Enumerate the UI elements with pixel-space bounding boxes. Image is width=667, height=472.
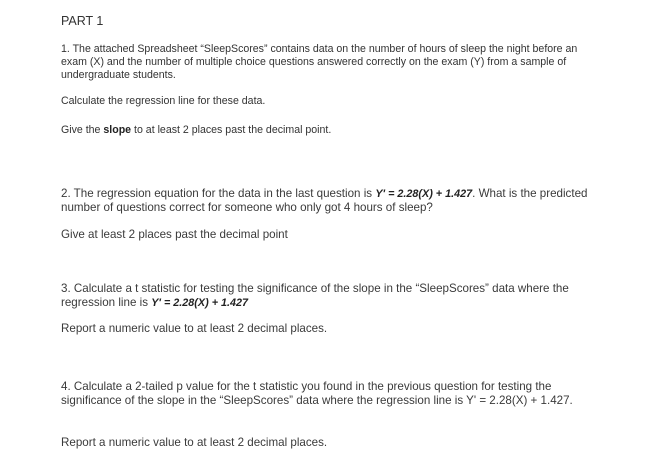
slope-keyword: slope (103, 124, 132, 136)
question-1-calc: Calculate the regression line for these data. (61, 95, 266, 107)
q2-equation: Y' = 2.28(X) + 1.427 (375, 188, 473, 200)
question-2-text (61, 187, 601, 215)
q3-prefix: 3. Calculate a t statistic for testing the significance of the slope in the “SleepScores” data where the regression line is (61, 282, 569, 309)
question-1-text: 1. The attached Spreadsheet “SleepScores” contains data on the number of hours of sleep the night before an exam (X) and the number of multiple choice questions answered correctly on the exam (Y) from a sample of undergraduate students. (61, 43, 578, 81)
question-2-instruction: Give at least 2 places past the decimal point (61, 228, 288, 241)
part-title: PART 1 (61, 14, 104, 28)
question-3-text (61, 282, 601, 310)
question-3-instruction: Report a numeric value to at least 2 decimal places. (61, 322, 328, 335)
question-4-text: 4. Calculate a 2-tailed p value for the t statistic you found in the previous question for testing the significance of the slope in the “SleepScores” data where the regression line is Y' = 2.28(X) + 1.427. (61, 380, 573, 407)
question-4-instruction: Report a numeric value to at least 2 decimal places. (61, 436, 328, 449)
question-1-instruction (61, 124, 331, 136)
instruction-suffix: to at least 2 places past the decimal point. (131, 124, 332, 136)
q3-equation: Y' = 2.28(X) + 1.427 (151, 297, 249, 309)
instruction-prefix: Give the (61, 124, 104, 136)
q2-prefix: 2. The regression equation for the data in the last question is (61, 187, 376, 200)
q2-suffix: . What is the predicted number of questions correct for someone who only got 4 hours of sleep? (61, 187, 588, 214)
